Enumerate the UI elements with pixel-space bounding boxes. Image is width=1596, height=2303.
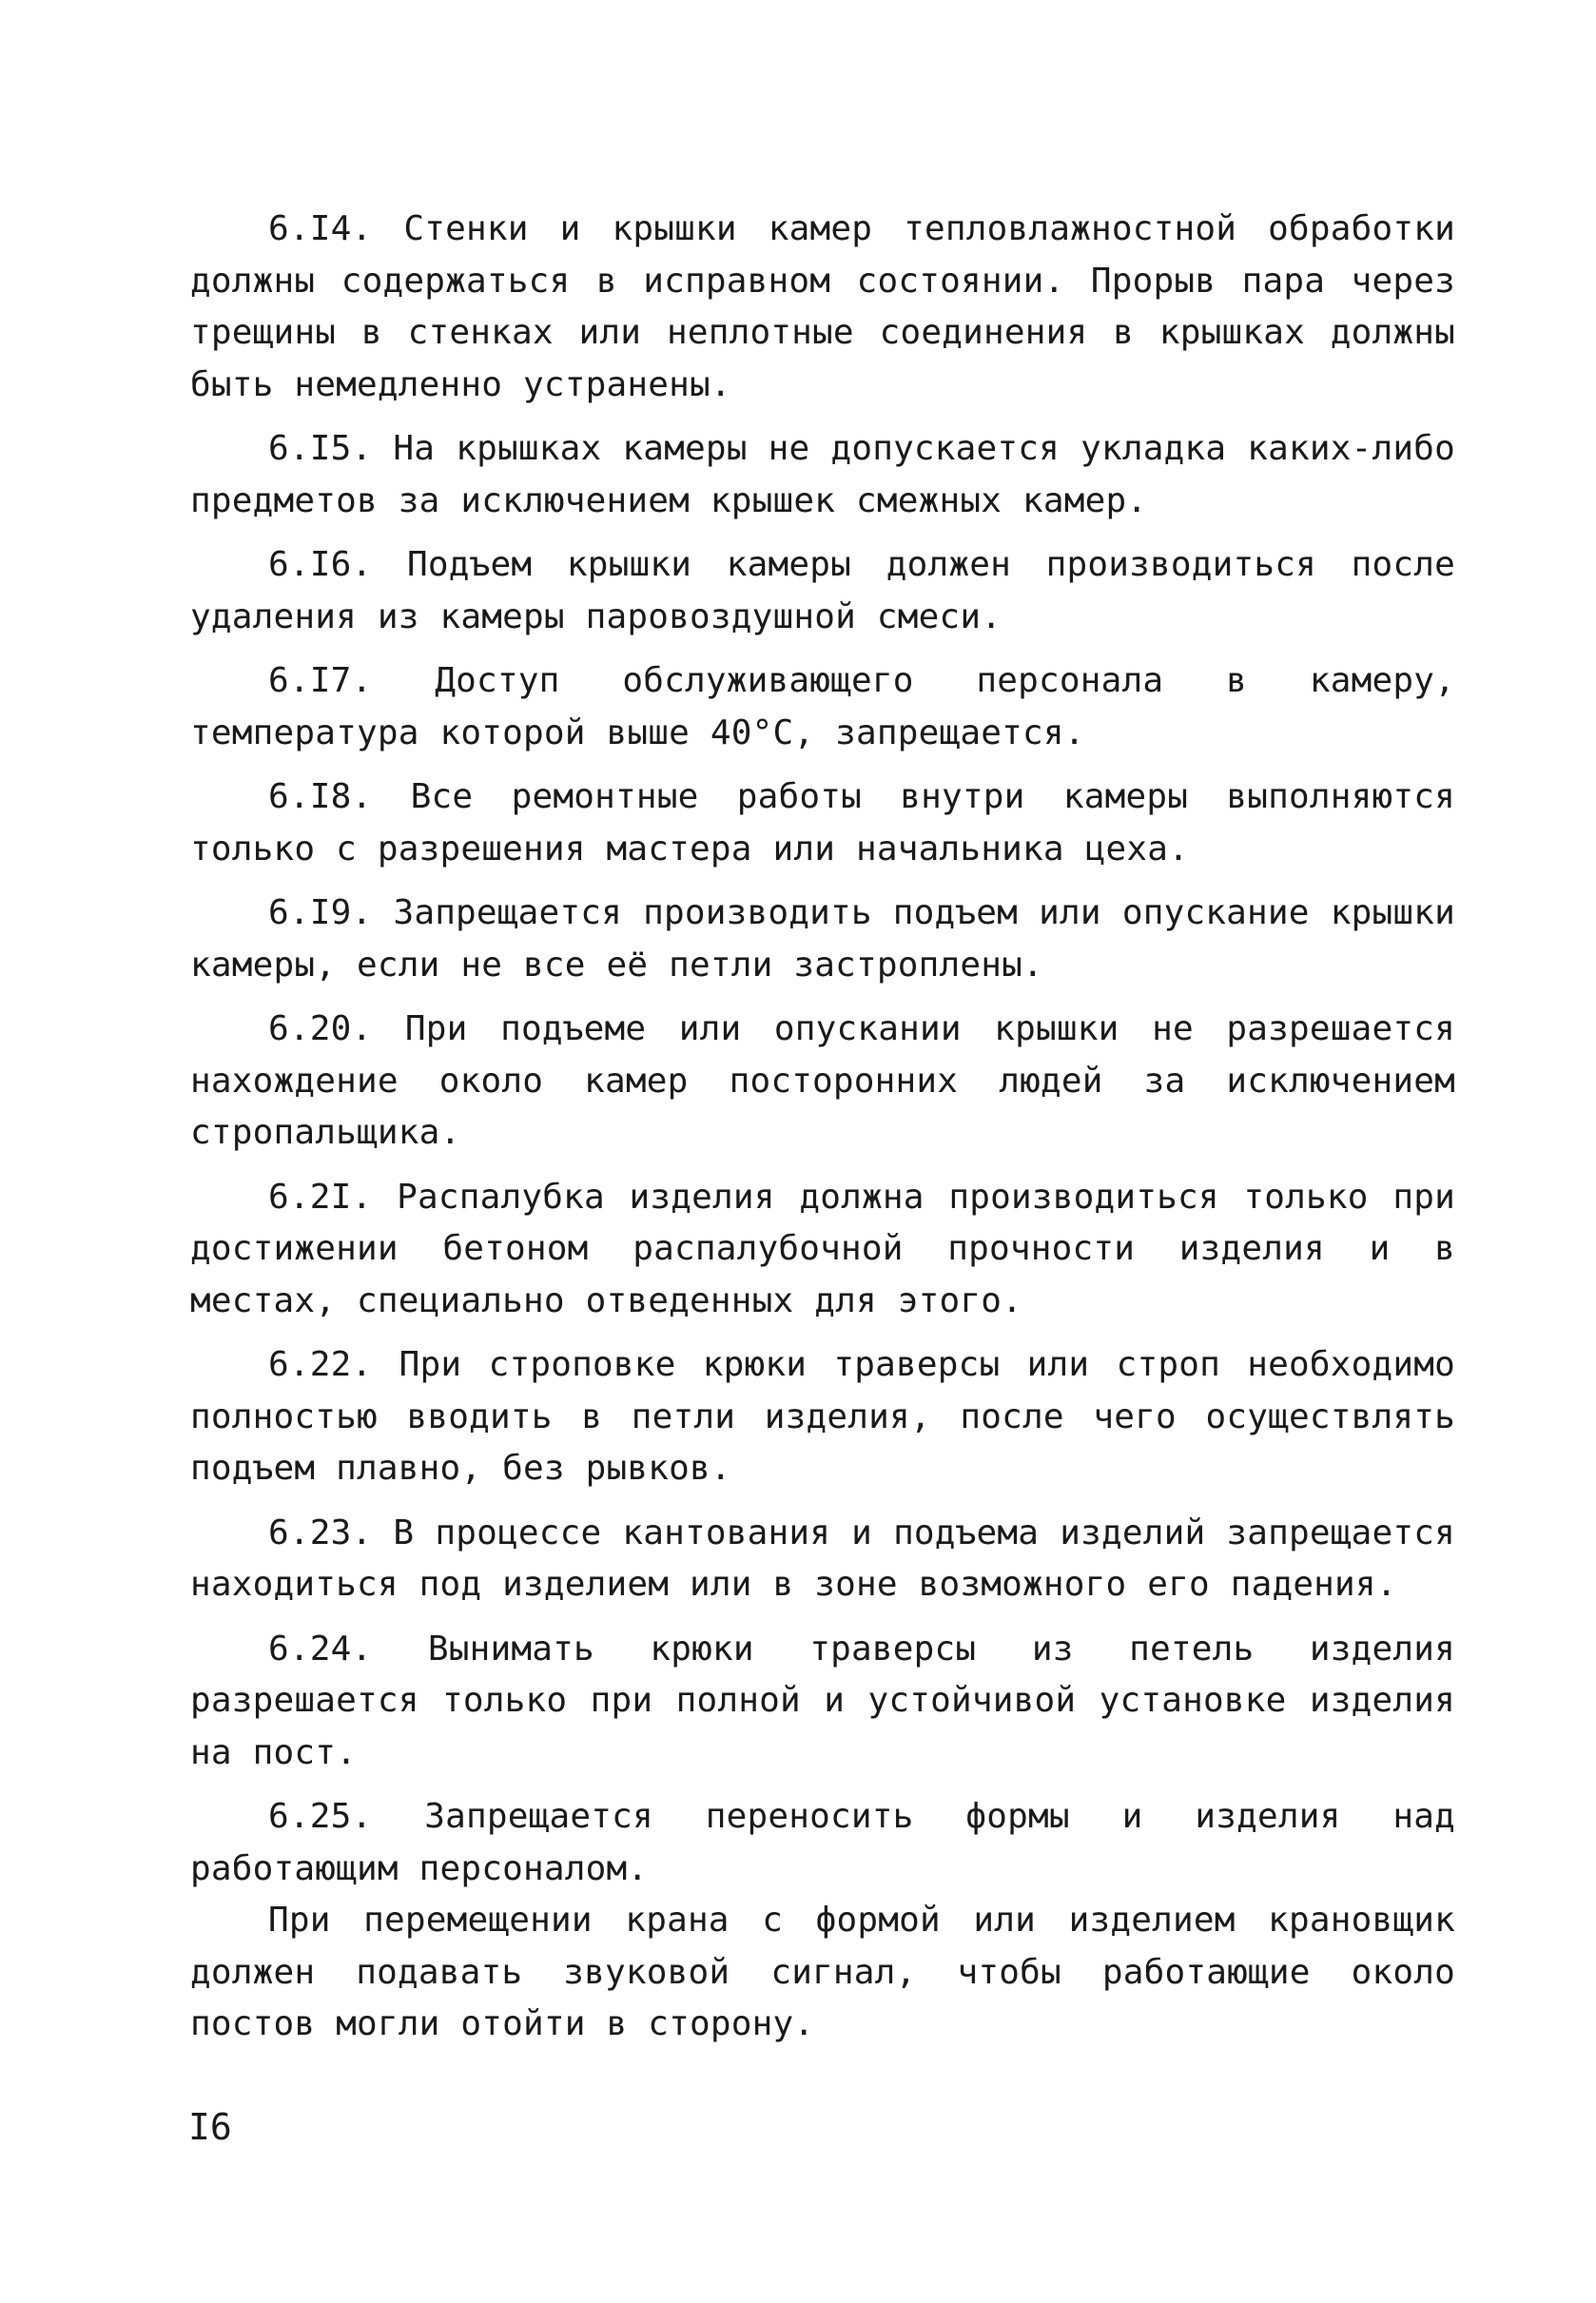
page-number: I6 [188,2106,232,2148]
paragraph-6-17: 6.I7. Доступ обслуживающего персонала в камеру, температура которой выше 40°С, запрещается. [190,661,1455,752]
paragraph-6-16: 6.I6. Подъем крышки камеры должен производиться после удаления из камеры паровоздушной смеси. [190,545,1455,636]
paragraph-6-18: 6.I8. Все ремонтные работы внутри камеры выполняются только с разрешения мастера или начальника цеха. [190,777,1455,869]
paragraph-6-19: 6.I9. Запрещается производить подъем или опускание крышки камеры, если не все её петли застроплены. [190,893,1455,985]
paragraph-6-21: 6.2I. Распалубка изделия должна производиться только при достижении бетоном распалубочной прочности изделия и в местах, специально отведенных для этого. [190,1177,1455,1320]
body-text [190,204,1455,2063]
paragraph-6-24: 6.24. Вынимать крюки траверсы из петель изделия разрешается только при полной и устойчивой установке изделия на пост. [190,1629,1455,1772]
paragraph-6-25-continuation: При перемещении крана с формой или изделием крановщик должен подавать звуковой сигнал, чтобы работающие около постов могли отойти в сторону. [190,1901,1455,2043]
paragraph-6-25: 6.25. Запрещается переносить формы и изделия над работающим персоналом. [190,1797,1455,1888]
paragraph-6-22: 6.22. При строповке крюки траверсы или строп необходимо полностью вводить в петли изделия, после чего осуществлять подъем плавно, без рывков. [190,1345,1455,1488]
paragraph-6-20: 6.20. При подъеме или опускании крышки не разрешается нахождение около камер посторонних людей за исключением стропальщика. [190,1009,1455,1152]
paragraph-6-14: 6.I4. Стенки и крышки камер тепловлажностной обработки должны содержаться в исправном состоянии. Прорыв пара через трещины в стенках или неплотные соединения в крышках должны быть немедленно устранены. [190,209,1455,404]
paragraph-6-23: 6.23. В процессе кантования и подъема изделий запрещается находиться под изделием или в зоне возможного его падения. [190,1513,1455,1604]
paragraph-6-15: 6.I5. На крышках камеры не допускается укладка каких-либо предметов за исключением крышек смежных камер. [190,429,1455,520]
